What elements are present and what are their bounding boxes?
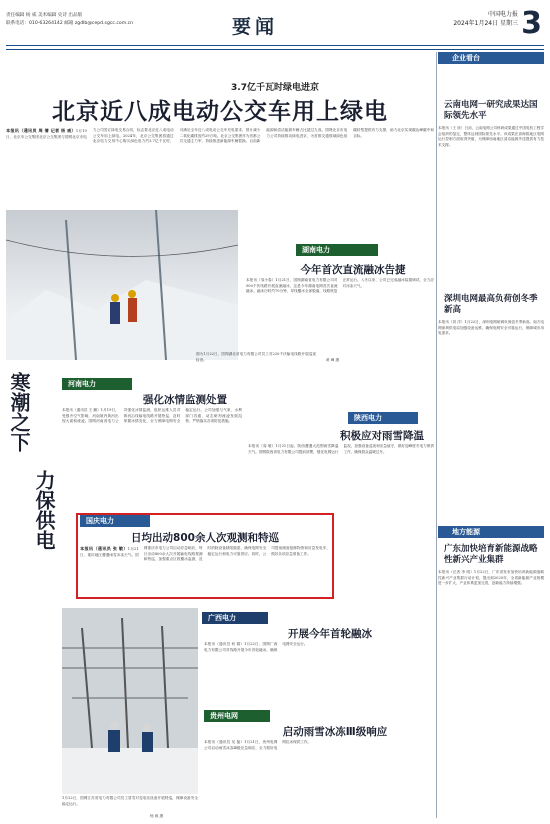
sidebar-article-2-body: 本报讯（刘 洋）1月22日，深圳电网统调负荷创冬季新高。南方电网深圳供电局加强设备运维，确保电网安全可靠运行，保障城市用电需求。 [438, 320, 544, 336]
guangxi-title: 开展今年首轮融冰 [288, 628, 372, 640]
section-tag-hunan: 湖南电力 [296, 244, 378, 256]
henan-body: 本报讯（通讯员 王 鹏）1月19日，受强冷空气影响，河南境内黄河出现大面积流凌。国网河南省电力公司强化冰情监测，组织运维人员对黄河沿线输电线路开展特巡，及时掌握冰情变化，全力保障电网安全稳定运行。公司加强与气象、水利部门沟通，动态研判流凌发展趋势，严格落实各项防范措施。 [62, 408, 242, 424]
paper-info [453, 10, 518, 28]
paper-name: 中国电力报 [487, 11, 518, 18]
lead-headline: 北京近八成电动公交车用上绿电 [52, 99, 388, 125]
masthead-editor-line: 责任编辑 杨 威 美术编辑 史诗 出品版 [6, 13, 83, 18]
sidebar-band: 企业看台 [438, 52, 544, 64]
sidebar-article-1-title: 云南电网一研究成果达国际领先水平 [444, 100, 538, 121]
snow-patrol-photo [6, 210, 238, 360]
sidebar-article-1-body: 本报讯（王 欣）日前，云南电网公司科研成果通过中国电机工程学会组织的鉴定，整体达到国际领先水平。该成果在高海拔地区电网运行控制方面取得突破，为保障西南地区清洁能源外送提供有力技术支撑。 [438, 126, 544, 147]
section-tag-chongqing: 国庆电力 [80, 515, 150, 527]
sidebar-divider [436, 52, 437, 818]
snow-photo-caption: 图为1月22日，国网湖北省电力有限公司员工对220千伏输电线路开展巡视检查。 [196, 352, 316, 362]
masthead [6, 4, 544, 46]
sidebar-article-3-body: 本报讯（记者 李 明）1月22日，广东省发布加快培育新能源战略性新兴产业集群行动计划，提出到2025年，全省新能源产业规模进一步扩大，产业体系更加完善，创新能力持续增强。 [438, 570, 544, 586]
page-number: 3 [521, 6, 542, 41]
section-tag-shaanxi: 陕西电力 [348, 412, 418, 424]
substation-photo [62, 608, 198, 794]
masthead-rule [6, 49, 544, 50]
section-tag-guizhou: 贵州电网 [204, 710, 270, 722]
chongqing-body [80, 546, 330, 596]
guizhou-title: 启动雨雪冰冻Ⅲ级响应 [282, 726, 388, 738]
lead-byline: 本报讯（通讯员 周 倩 记者 杨 威） [6, 128, 76, 133]
guangxi-body: 本报讯（通讯员 何 娟）1月22日，国网广西电力有限公司对线路开展今年首轮融冰，确保电网安全运行。 [204, 642, 308, 652]
guizhou-body: 本报讯（通讯员 吴 磊）1月21日，贵州电网公司启动雨雪冰冻Ⅲ级应急响应，全力做好电网抗冰保供工作。 [204, 740, 312, 750]
lead-kicker: 3.7亿千瓦时绿电进京 [231, 83, 319, 93]
section-tag-henan: 河南电力 [62, 378, 132, 390]
sidebar-band-2: 地方能源 [438, 526, 544, 538]
section-title: 要闻 [232, 16, 279, 38]
banner-line-2: 力保供电 [32, 470, 56, 550]
sidebar-article-2-title: 深圳电网最高负荷创冬季新高 [444, 294, 538, 315]
issue-date: 2024年1月24日 星期三 [453, 20, 518, 27]
section-tag-guangxi: 广西电力 [202, 612, 268, 624]
shaanxi-title: 积极应对雨雪降温 [340, 430, 424, 442]
henan-title: 强化冰情监测处置 [143, 394, 227, 406]
sidebar-article-3-title: 广东加快培育新能源战略性新兴产业集群 [444, 544, 538, 565]
sidebar [438, 52, 544, 822]
substation-photo-credit: 杨 威 摄 [150, 814, 164, 818]
substation-photo-caption: 1月22日，国网江苏省电力有限公司员工冒雪对变电站设备开展特巡，保障设备安全稳定运行。 [62, 796, 198, 806]
snow-photo-credit: 黄 峰 摄 [326, 358, 340, 362]
shaanxi-body: 本报讯（周 敏）1月21日起，陕西遭遇大范围雨雪降温天气。国网陕西省电力有限公司提前部署，强化电网运行监视，加强设备巡视和应急值守，做好迎峰度冬电力保供工作，确保群众温暖过冬。 [248, 444, 434, 454]
chongqing-byline: 本报讯（通讯员 张 敏） [80, 546, 128, 551]
hunan-body: 本报讯（邹小春）1月21日，国网湖南省电力有限公司对500千伏线路开展直流融冰，这是今年湖南电网首次直流融冰。融冰历时约70分钟，导线覆冰全部脱落，线路恢复正常运行。入冬以来，公司已完成融冰装置调试，全力应对冰冻天气。 [246, 278, 434, 294]
hunan-title: 今年首次直流融冰告捷 [300, 264, 406, 276]
snow-photo-art [6, 210, 238, 360]
substation-photo-art [62, 608, 198, 794]
chongqing-text: 1月21日，重庆地区遭遇雨雪冰冻天气。国网重庆市电力公司启动应急响应，每日出动800余人次开展输电线路观测和特巡，加强重点区段覆冰监测，及时消除设备缺陷隐患，确保电网安全稳定运行和电力可靠供应。同时，公司提前储备抢修物资和应急发电车，做好各项应急准备工作。 [80, 546, 330, 562]
lead-text: 1月19日，北京市公交集团北京公交集团与国网北京市电力公司签订绿电交易合同，标志着北京近八成电动公交车用上绿电。2024年，北京公交集团将通过北京电力交易中心购买绿色电力约3.7亿千瓦时，可满足全年近八成电动公交车充电需求，预计减少二氧化碳排放约29万吨。北京公交集团作为首都公共交通主力军，持续推进新能源车辆替换，目前新能源和清洁能源车辆占比超过九成。国网北京市电力公司持续推动绿电进京，为首都交通领域绿色低碳转型提供有力支撑，助力北京实现碳达峰碳中和目标。 [6, 128, 434, 144]
lead-body [6, 128, 434, 198]
vertical-banner-2 [30, 470, 56, 590]
chongqing-title: 日均出动800余人次观测和特巡 [131, 532, 279, 544]
banner-line-1: 寒潮之下 [7, 372, 31, 452]
masthead-contact-line: 联系电话：010-63264142 邮箱 zgdlb@cepd.sgcc.com.cn [6, 21, 134, 26]
